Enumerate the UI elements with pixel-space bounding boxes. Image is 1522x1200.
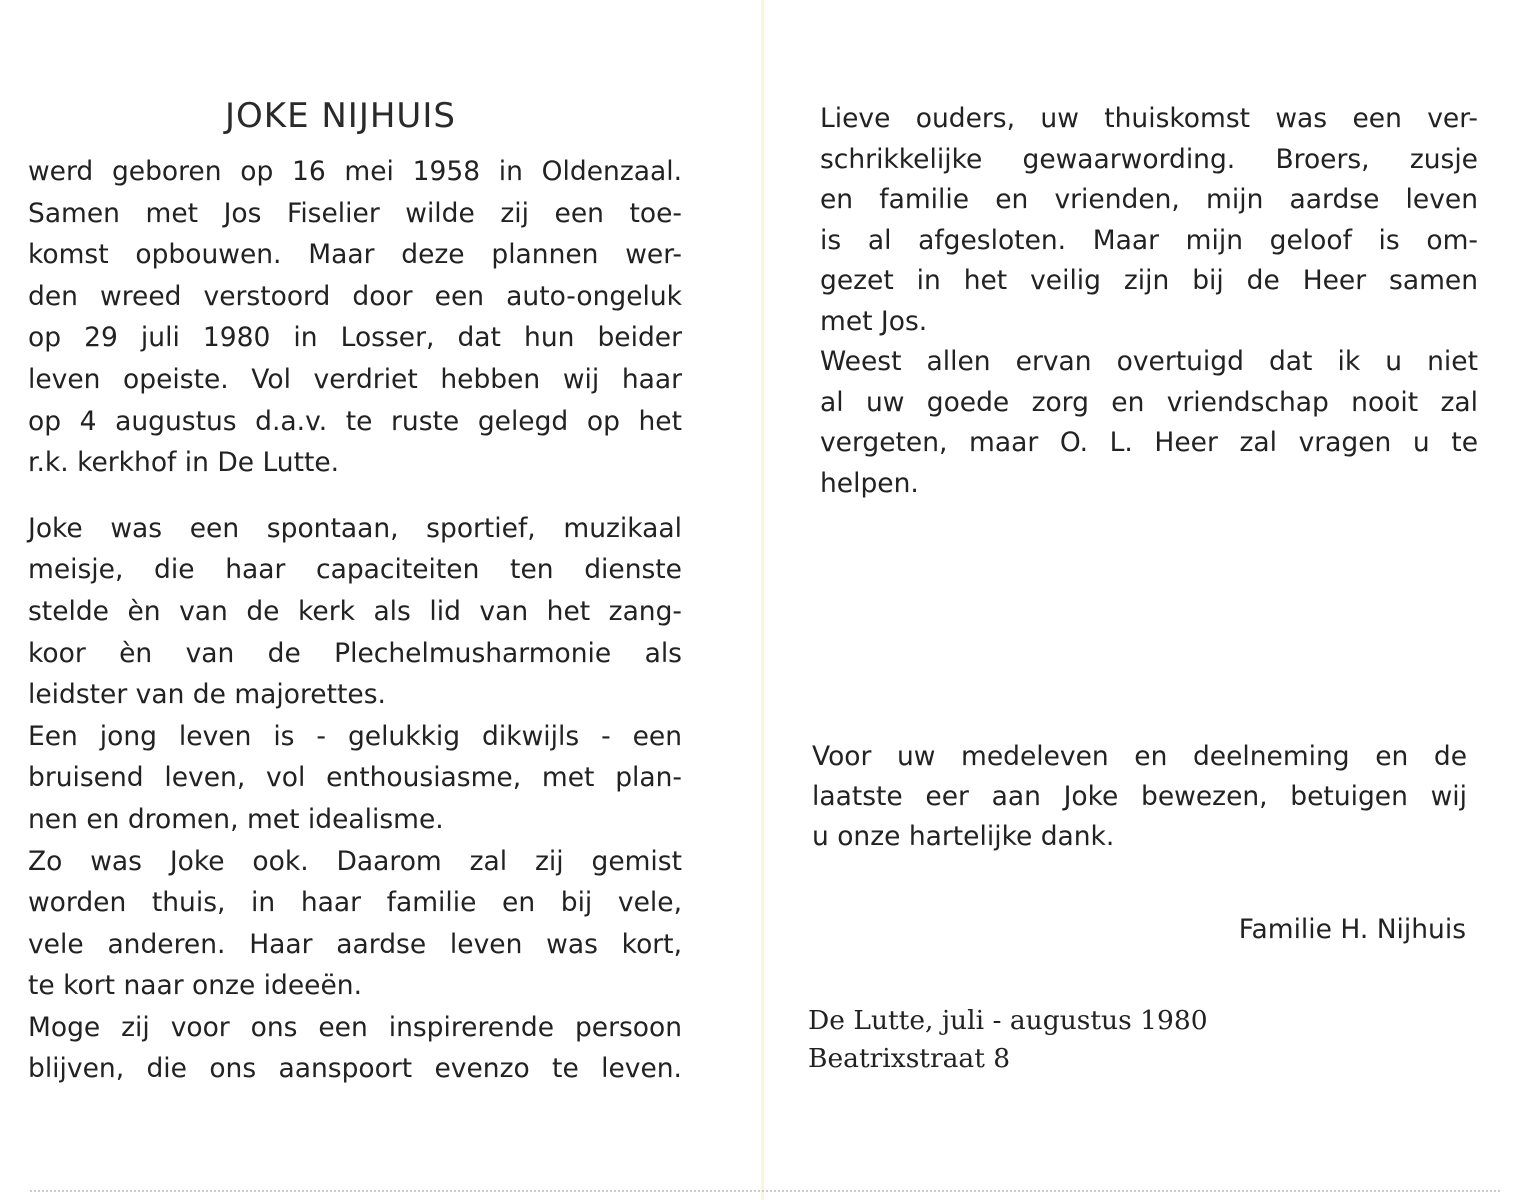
text-line: nen en dromen, met idealisme. — [28, 803, 444, 835]
thanks-text — [812, 737, 1467, 857]
text-line: Een jong leven is - gelukkig dikwijls - een — [28, 720, 682, 752]
card-title: JOKE NIJHUIS — [225, 96, 456, 136]
paragraph — [28, 716, 682, 841]
text-line: op 29 juli 1980 in Losser, dat hun beider — [28, 322, 682, 354]
text-line: is al afgesloten. Maar mijn geloof is om- — [820, 224, 1478, 256]
text-line: koor èn van de Plechelmusharmonie als — [28, 637, 682, 669]
text-line: meisje, die haar capaciteiten ten dienste — [28, 554, 682, 586]
paragraph — [28, 841, 682, 1007]
text-line: helpen. — [820, 467, 919, 499]
text-line: werd geboren op 16 mei 1958 in Oldenzaal. — [28, 156, 682, 187]
text-line: komst opbouwen. Maar deze plannen wer- — [28, 239, 682, 271]
paragraph — [820, 342, 1478, 504]
text-line: op 4 augustus d.a.v. te ruste gelegd op het — [28, 405, 682, 437]
paragraph — [28, 508, 682, 716]
text-line: worden thuis, in haar familie en bij vele, — [28, 887, 682, 919]
right-column-text — [820, 99, 1478, 504]
paragraph — [28, 1007, 682, 1090]
text-line: leven opeiste. Vol verdriet hebben wij haar — [28, 363, 682, 395]
card-fold-line — [761, 0, 764, 1200]
text-line: Zo was Joke ook. Daarom zal zij gemist — [28, 845, 682, 877]
paragraph — [812, 737, 1467, 857]
text-line: laatste eer aan Joke bewezen, betuigen wij — [812, 781, 1467, 812]
text-line: r.k. kerkhof in De Lutte. — [28, 447, 340, 479]
text-line: stelde èn van de kerk als lid van het zang- — [28, 595, 682, 627]
text-line: en familie en vrienden, mijn aardse leven — [820, 184, 1478, 215]
text-line: vele anderen. Haar aardse leven was kort, — [28, 928, 682, 960]
address-line: Beatrixstraat 8 — [808, 1043, 1011, 1074]
text-line: u onze hartelijke dank. — [812, 821, 1115, 852]
text-line: bruisend leven, vol enthousiasme, met plan- — [28, 762, 682, 794]
scan-edge — [30, 1190, 1500, 1192]
text-line: Weest allen ervan overtuigd dat ik u niet — [820, 346, 1478, 377]
text-line: al uw goede zorg en vriendschap nooit zal — [820, 386, 1478, 418]
text-line: met Jos. — [820, 305, 928, 337]
text-line: Voor uw medeleven en deelneming en de — [812, 741, 1467, 772]
text-line: den wreed verstoord door een auto-ongeluk — [28, 280, 682, 312]
address-line: De Lutte, juli - augustus 1980 — [808, 1005, 1208, 1036]
address — [808, 1002, 1208, 1078]
text-line: te kort naar onze ideeën. — [28, 970, 362, 1002]
text-line: Samen met Jos Fiselier wilde zij een toe- — [28, 197, 682, 229]
paragraph — [28, 151, 682, 484]
text-line: gezet in het veilig zijn bij de Heer samen — [820, 265, 1478, 296]
text-line: schrikkelijke gewaarwording. Broers, zusje — [820, 143, 1478, 175]
left-column-text — [28, 151, 682, 1090]
paragraph — [820, 99, 1478, 342]
text-line: blijven, die ons aanspoort evenzo te leven. — [28, 1053, 682, 1085]
text-line: Moge zij voor ons een inspirerende persoon — [28, 1011, 682, 1043]
text-line: leidster van de majorettes. — [28, 679, 386, 711]
text-line: Joke was een spontaan, sportief, muzikaal — [28, 512, 682, 544]
text-line: vergeten, maar O. L. Heer zal vragen u te — [820, 427, 1478, 458]
text-line: Lieve ouders, uw thuiskomst was een ver- — [820, 103, 1478, 134]
signature: Familie H. Nijhuis — [1238, 914, 1466, 945]
